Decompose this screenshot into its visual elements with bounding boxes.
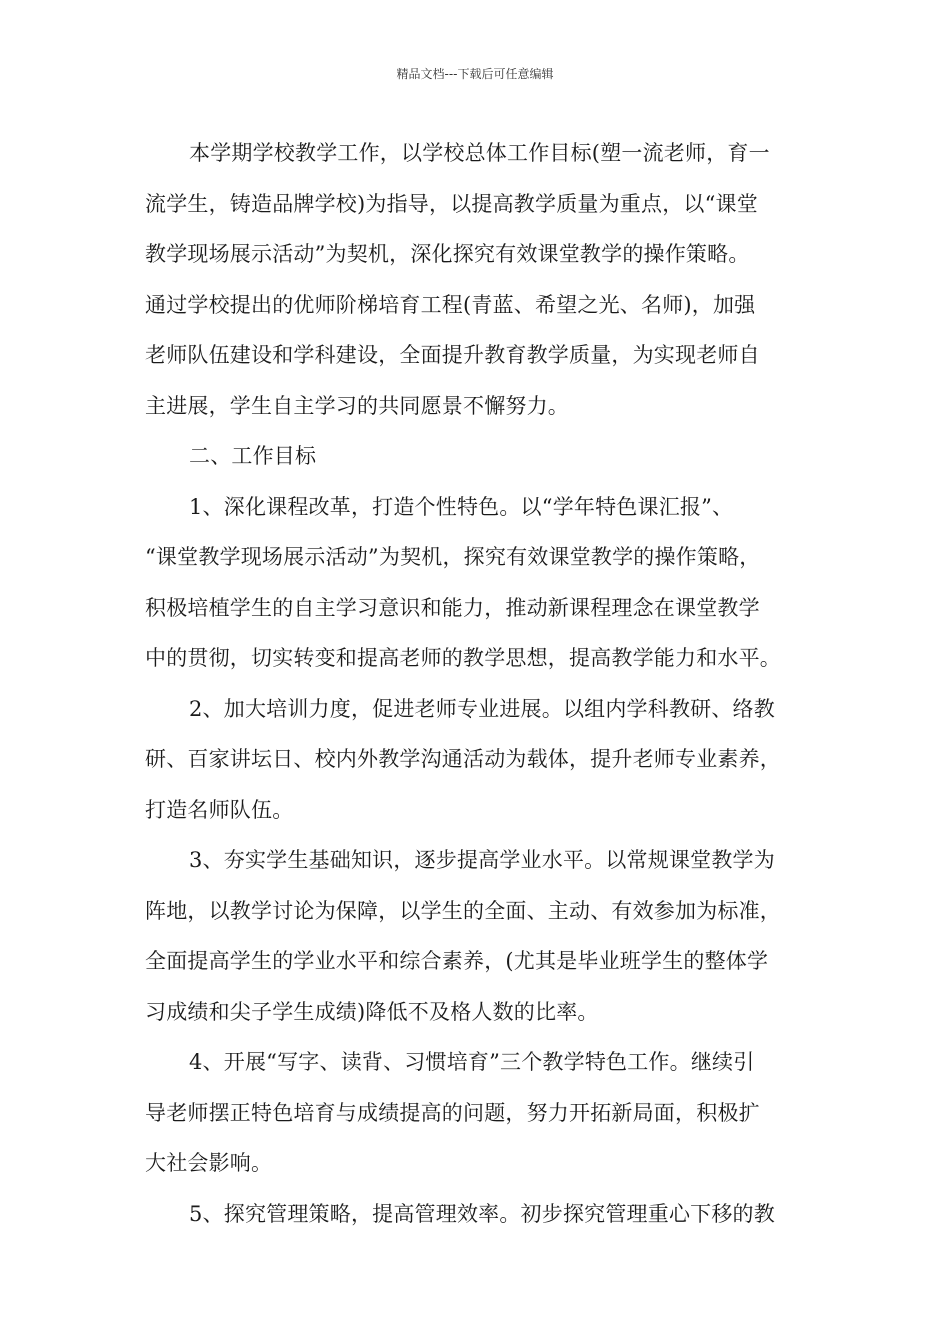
text-line: 本学期学校教学工作，以学校总体工作目标(塑一流老师，育一: [189, 141, 770, 165]
text-line: 积极培植学生的自主学习意识和能力，推动新课程理念在课堂教学: [145, 595, 760, 620]
text-line: 导老师摆正特色培育与成绩提高的问题，努力开拓新局面，积极扩: [145, 1100, 760, 1125]
text-line: 1、深化课程改革，打造个性特色。以“学年特色课汇报”、: [189, 494, 734, 519]
paragraph-goal-4: [145, 1037, 815, 1189]
text-line: “课堂教学现场展示活动”为契机，探究有效课堂教学的操作策略，: [145, 545, 761, 569]
section-heading: [145, 431, 815, 482]
text-line: 大社会影响。: [145, 1151, 273, 1175]
text-line: 主进展，学生自主学习的共同愿景不懈努力。: [145, 393, 569, 418]
text-line: 老师队伍建设和学科建设，全面提升教育教学质量，为实现老师自: [145, 343, 760, 367]
paragraph-goal-3: [145, 835, 815, 1037]
paragraph-intro: [145, 128, 815, 431]
text-line: 4、开展“写字、读背、习惯培育”三个教学特色工作。继续引: [189, 1050, 755, 1074]
text-line: 通过学校提出的优师阶梯培育工程(青蓝、希望之光、名师)，加强: [145, 292, 756, 317]
text-line: 打造名师队伍。: [145, 797, 294, 822]
paragraph-goal-2: [145, 684, 815, 836]
text-line: 阵地，以教学讨论为保障，以学生的全面、主动、有效参加为标准，: [145, 898, 781, 923]
text-line: 研、百家讲坛日、校内外教学沟通活动为载体，提升老师专业素养，: [145, 747, 781, 771]
text-line: 二、工作目标: [189, 444, 317, 468]
text-line: 教学现场展示活动”为契机，深化探究有效课堂教学的操作策略。: [145, 242, 750, 266]
text-line: 5、探究管理策略，提高管理效率。初步探究管理重心下移的教: [189, 1201, 775, 1226]
text-line: 3、夯实学生基础知识，逐步提高学业水平。以常规课堂教学为: [189, 848, 775, 872]
paragraph-goal-5: [145, 1189, 815, 1240]
text-line: 2、加大培训力度，促进老师专业进展。以组内学科教研、络教: [189, 696, 775, 721]
document-body: [145, 128, 815, 1239]
text-line: 流学生，铸造品牌学校)为指导，以提高教学质量为重点，以“课堂: [145, 191, 758, 216]
paragraph-goal-1: [145, 482, 815, 684]
text-line: 中的贯彻，切实转变和提高老师的教学思想，提高教学能力和水平。: [145, 646, 781, 670]
text-line: 全面提高学生的学业水平和综合素养，(尤其是毕业班学生的整体学: [145, 949, 769, 973]
text-line: 习成绩和尖子学生成绩)降低不及格人数的比率。: [145, 999, 599, 1024]
page-header-note: 精品文档---下载后可任意编辑: [396, 67, 554, 81]
